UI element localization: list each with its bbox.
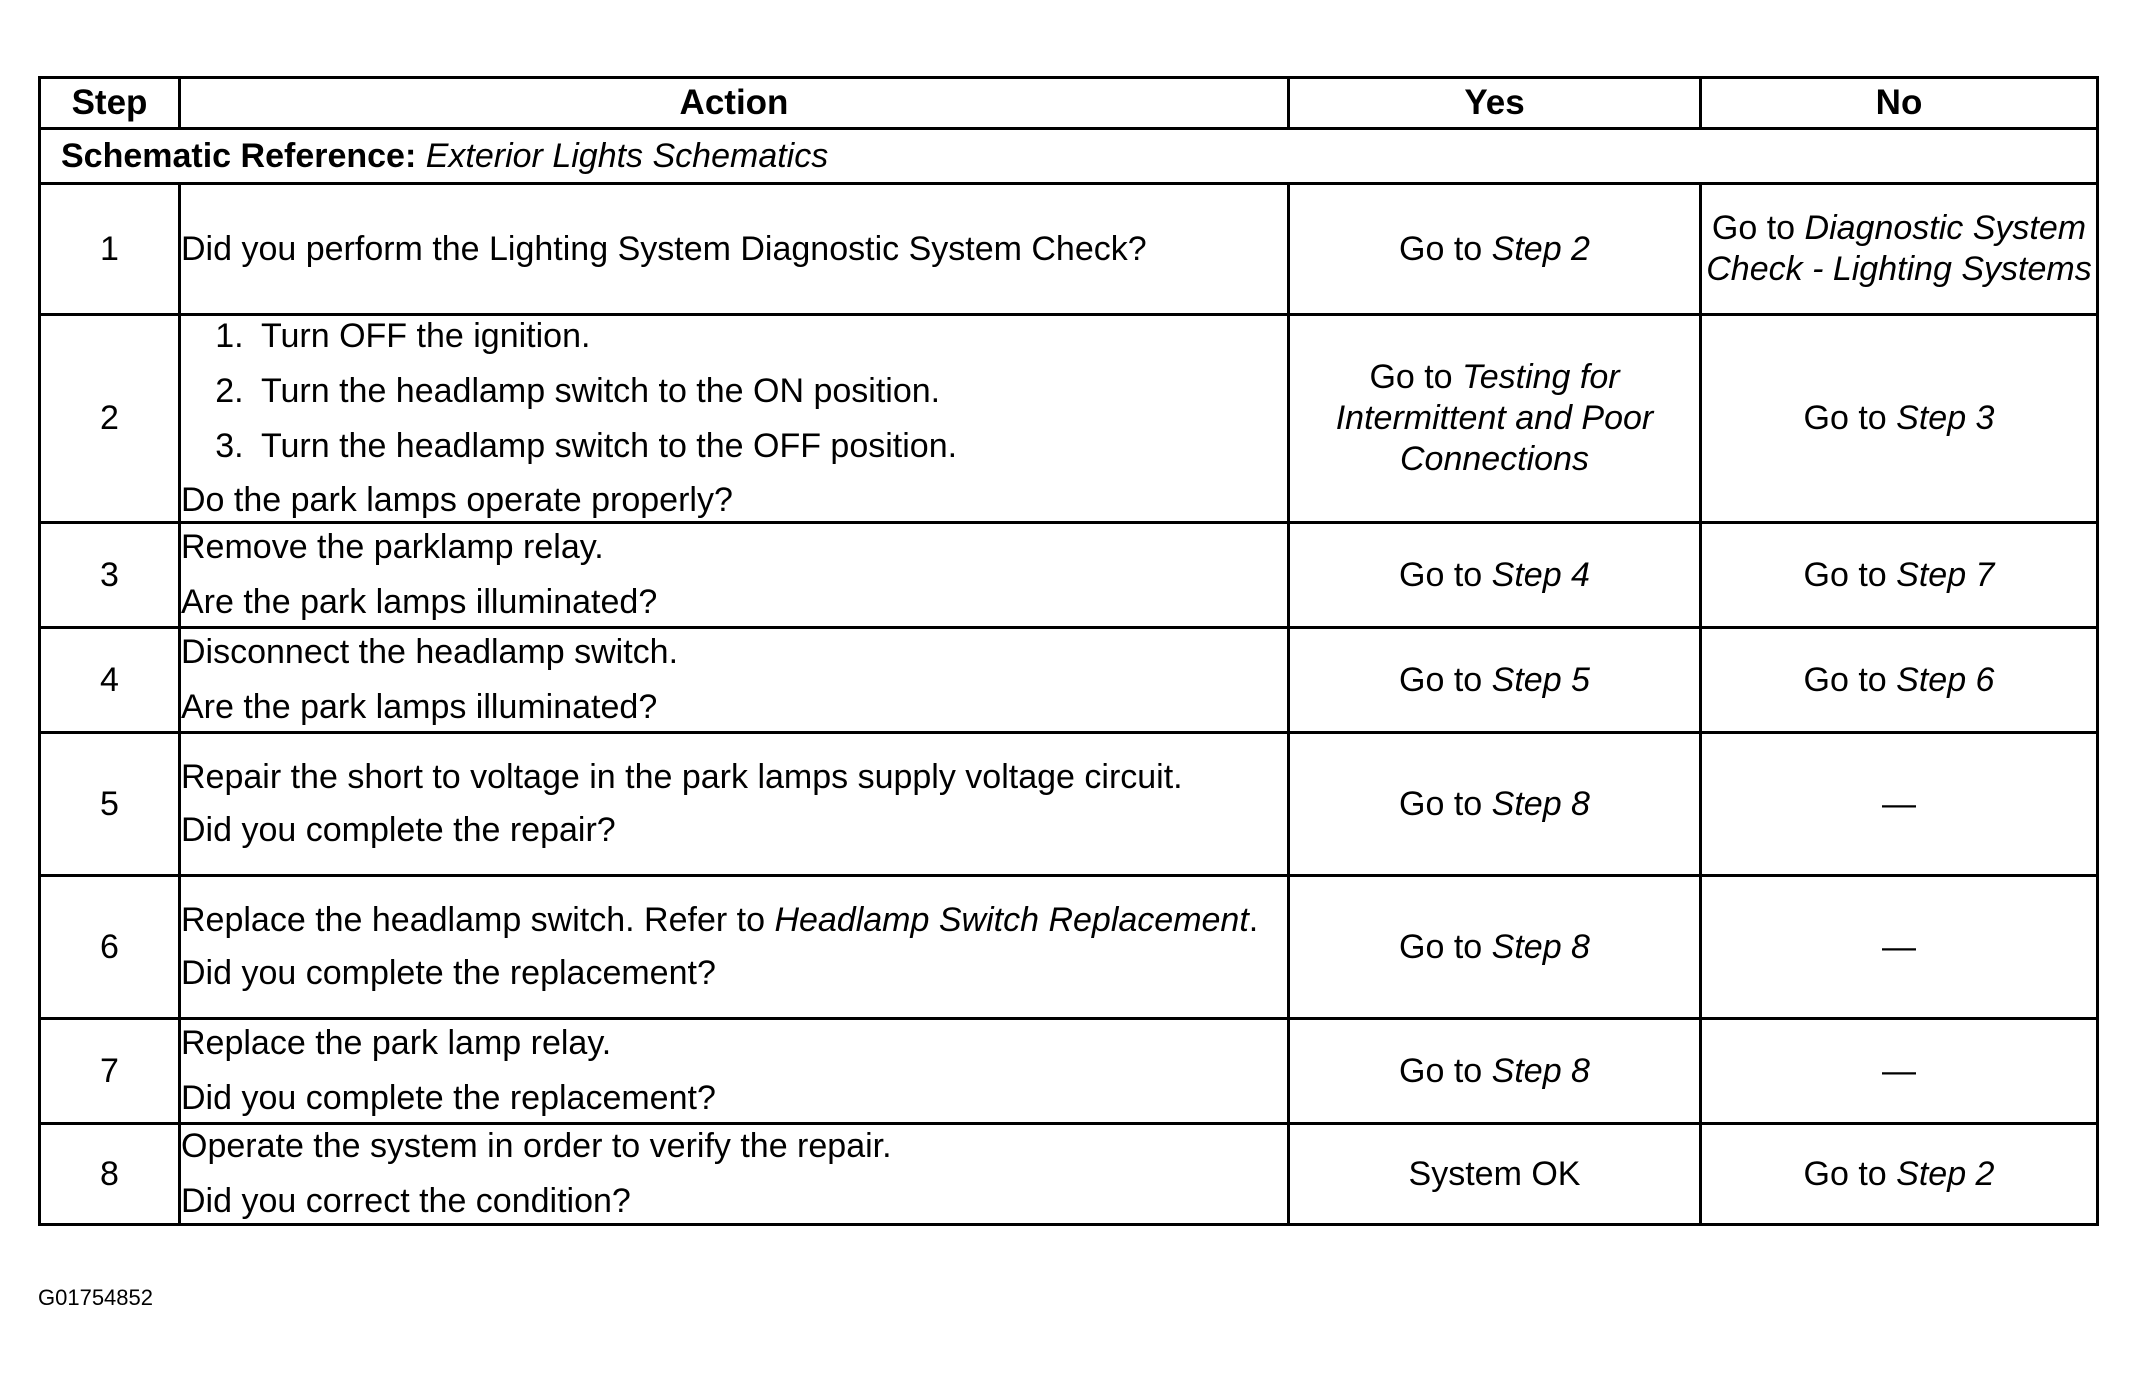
header-step: Step	[40, 78, 180, 129]
yes-prefix: Go to	[1399, 1051, 1483, 1090]
action-text: Remove the parklamp relay.	[181, 528, 604, 567]
step-number: 6	[40, 876, 180, 1019]
no-reference: Diagnostic System Check - Lighting Systems	[1706, 209, 2092, 288]
yes-prefix: Go to	[1399, 555, 1483, 594]
yes-reference: Testing for Intermittent and Poor Connections	[1335, 358, 1654, 478]
yes-prefix: Go to	[1399, 660, 1483, 699]
action-cell	[180, 523, 1289, 628]
yes-cell	[1289, 523, 1701, 628]
header-no: No	[1701, 78, 2098, 129]
table-row	[40, 628, 2098, 733]
step-number: 4	[40, 628, 180, 733]
table-row	[40, 1124, 2098, 1225]
yes-cell	[1289, 876, 1701, 1019]
no-prefix: Go to	[1803, 660, 1887, 699]
yes-cell	[1289, 628, 1701, 733]
table-row	[40, 876, 2098, 1019]
action-text	[181, 900, 1287, 941]
no-cell	[1701, 876, 2098, 1019]
figure-id: G01754852	[38, 1285, 153, 1310]
yes-reference: Step 8	[1491, 784, 1590, 823]
yes-cell	[1289, 315, 1701, 523]
no-cell	[1701, 628, 2098, 733]
step-number: 8	[40, 1124, 180, 1225]
step-number: 7	[40, 1019, 180, 1124]
action-question: Did you complete the repair?	[181, 811, 616, 850]
action-cell	[180, 184, 1289, 315]
no-dash: —	[1882, 1051, 1916, 1090]
header-action: Action	[180, 78, 1289, 129]
action-question: Are the park lamps illuminated?	[181, 688, 658, 727]
step-number: 2	[40, 315, 180, 523]
header-yes: Yes	[1289, 78, 1701, 129]
no-prefix: Go to	[1803, 555, 1887, 594]
action-text: Operate the system in order to verify the repair.	[181, 1127, 892, 1166]
yes-cell	[1289, 1124, 1701, 1225]
action-text: Replace the park lamp relay.	[181, 1024, 612, 1063]
no-cell	[1701, 733, 2098, 876]
no-reference: Step 3	[1896, 399, 1995, 438]
action-question: Did you correct the condition?	[181, 1182, 631, 1221]
no-dash: —	[1882, 784, 1916, 823]
substep-item: 1. Turn OFF the ignition.	[253, 316, 1287, 357]
no-prefix: Go to	[1711, 209, 1796, 248]
step-number: 3	[40, 523, 180, 628]
action-text: Did you perform the Lighting System Diagnostic System Check?	[181, 229, 1147, 268]
schematic-label: Schematic Reference:	[61, 136, 417, 175]
schematic-reference-row	[40, 129, 2098, 184]
substep-item: 3. Turn the headlamp switch to the OFF position.	[253, 426, 1287, 467]
no-cell	[1701, 315, 2098, 523]
no-reference: Step 7	[1896, 555, 1995, 594]
action-question: Did you complete the replacement?	[181, 954, 716, 993]
no-dash: —	[1882, 927, 1916, 966]
action-question: Do the park lamps operate properly?	[181, 481, 733, 520]
yes-reference: Step 8	[1491, 1051, 1590, 1090]
yes-prefix: Go to	[1369, 358, 1453, 397]
table-row	[40, 184, 2098, 315]
yes-cell	[1289, 184, 1701, 315]
no-reference: Step 2	[1896, 1154, 1995, 1193]
table-row	[40, 1019, 2098, 1124]
action-cell	[180, 1124, 1289, 1225]
action-text-pre: Replace the headlamp switch. Refer to	[181, 901, 765, 940]
schematic-reference	[40, 129, 2098, 184]
action-cell	[180, 315, 1289, 523]
yes-cell	[1289, 733, 1701, 876]
no-prefix: Go to	[1803, 1154, 1887, 1193]
action-text-post: .	[1248, 901, 1259, 940]
diagnostic-table	[38, 76, 2099, 1226]
table-row	[40, 315, 2098, 523]
step-number: 5	[40, 733, 180, 876]
yes-reference: Step 2	[1491, 229, 1590, 268]
yes-prefix: Go to	[1399, 927, 1483, 966]
table-row	[40, 733, 2098, 876]
yes-prefix: Go to	[1399, 784, 1483, 823]
action-question: Did you complete the replacement?	[181, 1079, 716, 1118]
no-cell	[1701, 184, 2098, 315]
no-cell	[1701, 523, 2098, 628]
step-number: 1	[40, 184, 180, 315]
no-reference: Step 6	[1896, 660, 1995, 699]
action-cell	[180, 628, 1289, 733]
action-question: Are the park lamps illuminated?	[181, 583, 658, 622]
action-cell	[180, 1019, 1289, 1124]
action-cell	[180, 733, 1289, 876]
no-cell	[1701, 1019, 2098, 1124]
yes-text: System OK	[1408, 1154, 1581, 1193]
yes-reference: Step 5	[1491, 660, 1590, 699]
schematic-link: Exterior Lights Schematics	[425, 136, 829, 175]
action-cell	[180, 876, 1289, 1019]
header-row	[40, 78, 2098, 129]
yes-prefix: Go to	[1399, 229, 1483, 268]
action-text: Repair the short to voltage in the park lamps supply voltage circuit.	[181, 758, 1183, 797]
no-prefix: Go to	[1803, 399, 1887, 438]
substep-list	[181, 316, 1287, 466]
action-reference: Headlamp Switch Replacement	[774, 901, 1249, 940]
substep-item: 2. Turn the headlamp switch to the ON position.	[253, 371, 1287, 412]
table-row	[40, 523, 2098, 628]
no-cell	[1701, 1124, 2098, 1225]
yes-reference: Step 8	[1491, 927, 1590, 966]
action-text: Disconnect the headlamp switch.	[181, 633, 679, 672]
yes-cell	[1289, 1019, 1701, 1124]
yes-reference: Step 4	[1491, 555, 1590, 594]
